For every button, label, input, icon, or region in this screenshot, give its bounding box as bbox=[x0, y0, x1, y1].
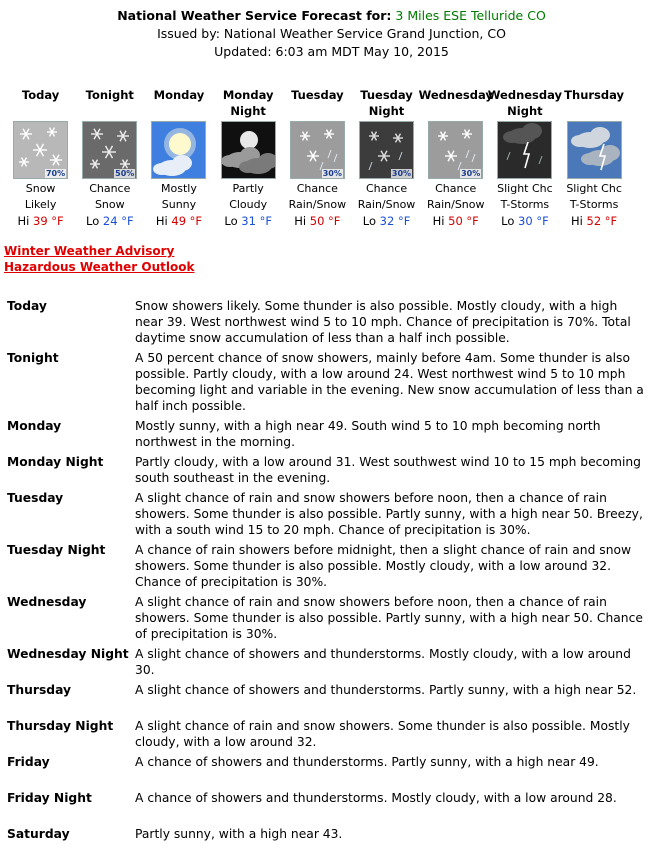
short-forecast-line1: Chance bbox=[296, 182, 338, 195]
detailed-forecast-row bbox=[7, 454, 657, 490]
high-temp-value: 39 °F bbox=[33, 214, 64, 228]
short-forecast-line2: Cloudy bbox=[229, 198, 268, 211]
night-rain-snow-icon[interactable] bbox=[359, 121, 414, 179]
period-name: Today bbox=[21, 88, 60, 102]
hazardous-weather-outlook-link[interactable]: Hazardous Weather Outlook bbox=[4, 260, 195, 274]
detailed-period-name: Wednesday bbox=[7, 595, 87, 609]
precip-chance: 30% bbox=[391, 169, 412, 178]
period-name: Thursday bbox=[564, 88, 625, 102]
detailed-forecast-row bbox=[7, 418, 657, 454]
low-temp-value: 30 °F bbox=[518, 214, 549, 228]
short-forecast-line1: Slight Chc bbox=[497, 182, 553, 195]
temperature bbox=[156, 213, 202, 229]
temperature bbox=[18, 213, 64, 229]
detailed-period-text: Partly sunny, with a high near 43. bbox=[135, 827, 343, 841]
sunny-icon[interactable] bbox=[151, 121, 206, 179]
detailed-period-text: A slight chance of rain and snow showers before noon, then a chance of rain showers. Some thunder is also possible. Partly sunny, with a high near 50. Breezy, with a south wind 15 to 20 mph. Chance of precipitation is 30%. bbox=[135, 491, 643, 537]
temperature bbox=[363, 213, 411, 229]
short-forecast-line2: Rain/Snow bbox=[357, 198, 416, 211]
low-temp-value: 31 °F bbox=[241, 214, 272, 228]
precip-chance: 50% bbox=[115, 169, 135, 178]
temperature bbox=[501, 213, 549, 229]
detailed-period-text: Snow showers likely. Some thunder is also possible. Mostly cloudy, with a high near 39. West northwest wind 5 to 10 mph. Chance of precipitation is 70%. Total daytime snow accumulation of less than a half inch possible. bbox=[135, 299, 631, 345]
temp-label: Hi bbox=[294, 214, 307, 228]
forecast-period bbox=[214, 87, 283, 229]
detailed-forecast-row bbox=[7, 754, 657, 790]
short-forecast bbox=[25, 181, 57, 213]
low-temp-value: 24 °F bbox=[102, 214, 134, 228]
period-name: Wednesday Night bbox=[487, 88, 563, 118]
period-name: Tonight bbox=[85, 88, 134, 102]
detailed-period-text: A slight chance of showers and thunderstorms. Partly sunny, with a high near 52. bbox=[135, 683, 637, 697]
temp-label: Lo bbox=[224, 214, 238, 228]
short-forecast-line2: T-Storms bbox=[500, 198, 550, 211]
precip-chance: 70% bbox=[45, 169, 66, 178]
short-forecast-line1: Snow bbox=[25, 182, 56, 195]
detailed-period-text: A slight chance of showers and thunderstorms. Mostly cloudy, with a low around 30. bbox=[135, 647, 631, 677]
short-forecast-line1: Slight Chc bbox=[566, 182, 622, 195]
detailed-period-name: Monday Night bbox=[7, 455, 104, 469]
forecast-period bbox=[283, 87, 352, 229]
temp-label: Lo bbox=[501, 214, 515, 228]
forecast-location: 3 Miles ESE Telluride CO bbox=[395, 8, 546, 23]
detailed-period-name: Thursday bbox=[7, 683, 72, 697]
detailed-period-name: Tuesday Night bbox=[7, 543, 106, 557]
detailed-period-name: Thursday Night bbox=[7, 719, 114, 733]
forecast-header bbox=[0, 0, 663, 61]
short-forecast-line1: Partly bbox=[232, 182, 264, 195]
detailed-forecast-row bbox=[7, 790, 657, 826]
detailed-forecast-row bbox=[7, 594, 657, 646]
short-forecast-line2: Sunny bbox=[161, 198, 197, 211]
temp-label: Hi bbox=[571, 214, 583, 228]
forecast-period bbox=[6, 87, 75, 229]
period-name: Tuesday bbox=[291, 88, 344, 102]
seven-day-forecast bbox=[6, 87, 656, 229]
short-forecast bbox=[427, 181, 485, 213]
detailed-period-name: Friday bbox=[7, 755, 50, 769]
temp-label: Lo bbox=[86, 214, 100, 228]
day-thunderstorm-icon[interactable] bbox=[567, 121, 622, 179]
partly-cloudy-night-icon[interactable] bbox=[221, 121, 276, 179]
detailed-period-text: Partly cloudy, with a low around 31. West southwest wind 10 to 15 mph becoming south southeast in the evening. bbox=[135, 455, 641, 485]
detailed-forecast-row bbox=[7, 718, 657, 754]
forecast-period bbox=[487, 87, 563, 229]
short-forecast bbox=[229, 181, 267, 213]
short-forecast-line1: Mostly bbox=[161, 182, 197, 195]
detailed-period-name: Friday Night bbox=[7, 791, 92, 805]
short-forecast-line2: Snow bbox=[94, 198, 125, 211]
high-temp-value: 49 °F bbox=[171, 214, 203, 228]
detailed-forecast-row bbox=[7, 646, 657, 682]
period-name: Wednesday bbox=[418, 88, 493, 102]
short-forecast-line2: Rain/Snow bbox=[288, 198, 347, 211]
high-temp-value: 50 °F bbox=[448, 214, 479, 228]
detailed-forecast bbox=[7, 298, 657, 846]
temperature bbox=[294, 213, 340, 229]
precip-chance: 30% bbox=[322, 169, 342, 178]
period-name: Monday Night bbox=[222, 88, 274, 118]
short-forecast-line1: Chance bbox=[435, 182, 477, 195]
detailed-period-name: Wednesday Night bbox=[7, 647, 129, 661]
detailed-period-name: Tuesday bbox=[7, 491, 64, 505]
detailed-period-text: Mostly sunny, with a high near 49. South wind 5 to 10 mph becoming north northwest in the morning. bbox=[135, 419, 601, 449]
detailed-period-text: A chance of rain showers before midnight, then a slight chance of rain and snow showers. Some thunder is also possible. Mostly cloudy, with a low around 32. Chance of precipitation is 30%. bbox=[135, 543, 632, 589]
detailed-period-text: A slight chance of rain and snow showers before noon, then a chance of rain showers. Some thunder is also possible. Partly sunny, with a high near 50. Chance of precipitation is 30%. bbox=[135, 595, 643, 641]
updated-time: Updated: 6:03 am MDT May 10, 2015 bbox=[214, 44, 449, 59]
rain-snow-icon[interactable] bbox=[290, 121, 345, 179]
detailed-forecast-row bbox=[7, 542, 657, 594]
short-forecast bbox=[289, 181, 347, 213]
detailed-period-name: Tonight bbox=[7, 351, 59, 365]
detailed-forecast-row bbox=[7, 490, 657, 542]
short-forecast-line2: T-Storms bbox=[569, 198, 619, 211]
low-temp-value: 32 °F bbox=[379, 214, 411, 228]
short-forecast bbox=[358, 181, 416, 213]
period-name: Monday bbox=[153, 88, 205, 102]
short-forecast-line1: Chance bbox=[89, 182, 131, 195]
detailed-period-text: A chance of showers and thunderstorms. Mostly cloudy, with a low around 28. bbox=[135, 791, 617, 805]
detailed-forecast-row bbox=[7, 350, 657, 418]
alerts-section bbox=[4, 243, 663, 275]
winter-weather-advisory-link[interactable]: Winter Weather Advisory bbox=[4, 244, 175, 258]
high-temp-value: 52 °F bbox=[586, 214, 618, 228]
detailed-period-name: Monday bbox=[7, 419, 62, 433]
detailed-period-name: Saturday bbox=[7, 827, 70, 841]
short-forecast bbox=[497, 181, 553, 213]
short-forecast-line2: Likely bbox=[24, 198, 57, 211]
forecast-period bbox=[144, 87, 213, 229]
detailed-period-text: A 50 percent chance of snow showers, mainly before 4am. Some thunder is also possible. Partly cloudy, with a low around 24. West northwest wind 5 to 10 mph becoming light and variable in the evening. New snow accumulation of less than a half inch possible. bbox=[135, 351, 644, 413]
temp-label: Hi bbox=[155, 214, 168, 228]
detailed-period-text: A chance of showers and thunderstorms. Partly sunny, with a high near 49. bbox=[135, 755, 599, 769]
detailed-forecast-row bbox=[7, 298, 657, 350]
forecast-period bbox=[560, 87, 629, 229]
period-name: Tuesday Night bbox=[360, 88, 413, 118]
precip-chance: 30% bbox=[461, 169, 481, 178]
short-forecast bbox=[161, 181, 197, 213]
temperature bbox=[86, 213, 134, 229]
forecast-title: National Weather Service Forecast for: bbox=[117, 8, 392, 23]
snow-icon[interactable] bbox=[13, 121, 68, 179]
detailed-forecast-row bbox=[7, 826, 657, 846]
issued-by: Issued by: National Weather Service Grand Junction, CO bbox=[157, 26, 506, 41]
short-forecast bbox=[89, 181, 130, 213]
high-temp-value: 50 °F bbox=[309, 214, 341, 228]
short-forecast-line2: Rain/Snow bbox=[426, 198, 485, 211]
temperature bbox=[571, 213, 617, 229]
temperature bbox=[433, 213, 479, 229]
forecast-period bbox=[75, 87, 144, 229]
forecast-period bbox=[352, 87, 421, 229]
rain-snow-icon[interactable] bbox=[428, 121, 483, 179]
temp-label: Hi bbox=[432, 214, 445, 228]
temp-label: Hi bbox=[17, 214, 30, 228]
forecast-period bbox=[418, 87, 493, 229]
detailed-period-text: A slight chance of rain and snow showers. Some thunder is also possible. Mostly cloudy, with a low around 32. bbox=[135, 719, 630, 749]
temp-label: Lo bbox=[362, 214, 376, 228]
night-snow-icon[interactable] bbox=[82, 121, 137, 179]
night-thunderstorm-icon[interactable] bbox=[497, 121, 552, 179]
temperature bbox=[224, 213, 272, 229]
detailed-forecast-row bbox=[7, 682, 657, 718]
detailed-period-name: Today bbox=[7, 299, 47, 313]
short-forecast-line1: Chance bbox=[365, 182, 408, 195]
short-forecast bbox=[566, 181, 622, 213]
